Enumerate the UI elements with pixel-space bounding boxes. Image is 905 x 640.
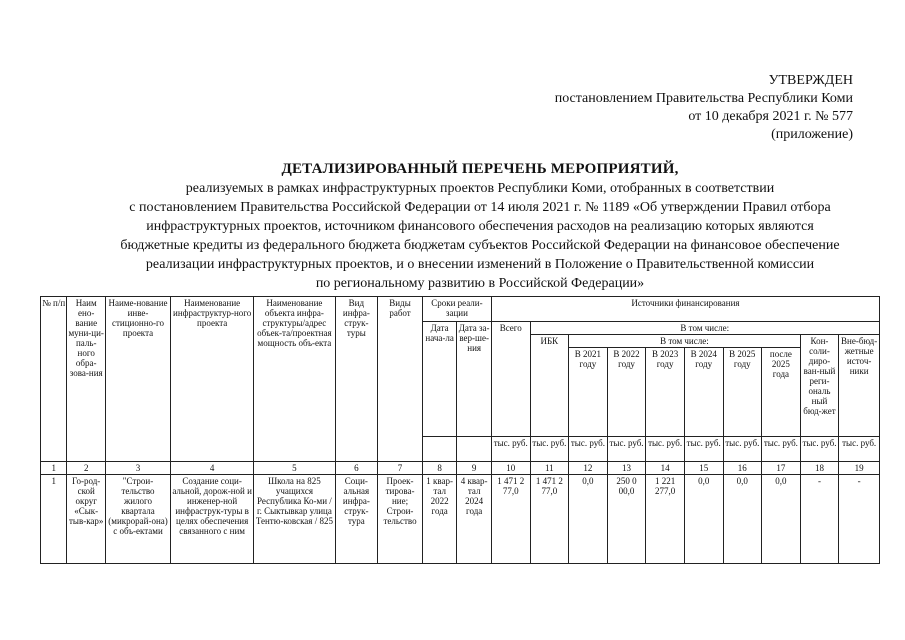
document-title [80,160,880,293]
cell-infrastructure-project: Создание соци-альной, дорож-ной и инженер-ной инфраструк-туры в целях обеспечения связанного с ним [171,475,254,564]
column-number: 2 [67,462,106,475]
column-number: 12 [569,462,608,475]
unit-cell: тыс. руб. [569,437,608,462]
unit-cell: тыс. руб. [530,437,569,462]
column-number: 16 [723,462,762,475]
column-number: 11 [530,462,569,475]
cell-regional-budget: - [800,475,839,564]
unit-cell: тыс. руб. [607,437,646,462]
cell-work-types: Проек-тирова-ние; Строи-тельство [378,475,423,564]
title-line: бюджетные кредиты из федерального бюджета бюджетам субъектов Российской Федерации на финансовое обеспечение [120,238,840,253]
cell-2021: 0,0 [569,475,608,564]
cell-2023: 1 221 277,0 [646,475,685,564]
unit-cell: тыс. руб. [762,437,801,462]
column-number: 15 [684,462,723,475]
header-object: Наименование объекта инфра-структуры/адрес объек-та/проектная мощность объ-екта [254,297,335,462]
unit-cell: тыс. руб. [839,437,880,462]
header-investment-project: Наиме-нование инве-стиционно-го проекта [106,297,171,462]
column-number: 5 [254,462,335,475]
table-row [41,475,880,564]
measures-table [40,296,880,564]
column-number: 6 [335,462,378,475]
unit-cell: тыс. руб. [723,437,762,462]
cell-extrabudget: - [839,475,880,564]
unit-cell [422,437,457,462]
header-extrabudget: Вне-бюд-жетные источ-ники [839,335,880,437]
approval-decree: постановлением Правительства Республики Коми [554,91,853,106]
approval-date: от 10 декабря 2021 г. № 577 [688,109,853,124]
header-2022: В 2022 году [607,348,646,437]
column-number: 19 [839,462,880,475]
column-number: 7 [378,462,423,475]
unit-cell: тыс. руб. [684,437,723,462]
header-regional-budget: Кон-соли-диро-ван-ный реги-ональ ный бюд-жет [800,335,839,437]
cell-number: 1 [41,475,67,564]
header-after-2025: после 2025 года [762,348,801,437]
cell-ibk: 1 471 2 77,0 [530,475,569,564]
column-number: 14 [646,462,685,475]
header-sources: Источники финансирования [491,297,879,322]
unit-cell [457,437,492,462]
header-ibk: ИБК [530,335,569,437]
header-end-date: Дата за-вер-ше-ния [457,322,492,437]
cell-start-date: 1 квар-тал 2022 года [422,475,457,564]
title-main: ДЕТАЛИЗИРОВАННЫЙ ПЕРЕЧЕНЬ МЕРОПРИЯТИЙ, [281,161,679,177]
header-2024: В 2024 году [684,348,723,437]
title-line: с постановлением Правительства Российской Федерации от 14 июля 2021 г. № 1189 «Об утверждении Правил отбора [129,200,831,215]
column-number: 17 [762,462,801,475]
header-start-date: Дата нача-ла [422,322,457,437]
header-municipality: Наим ено-вание муни-ци-паль-ного обра-зова-ния [67,297,106,462]
cell-object: Школа на 825 учащихся Республика Ко-ми / г. Сыктывкар улица Тентю-ковская / 825 [254,475,335,564]
header-number: № п/п [41,297,67,462]
title-line: инфраструктурных проектов, источником финансового обеспечения расходов на реализацию которых являются [146,219,814,234]
cell-2025: 0,0 [723,475,762,564]
column-number: 3 [106,462,171,475]
cell-infra-type: Соци-альная инфра-струк-тура [335,475,378,564]
cell-2022: 250 0 00,0 [607,475,646,564]
column-number: 9 [457,462,492,475]
unit-cell: тыс. руб. [800,437,839,462]
column-number: 8 [422,462,457,475]
title-line: реализуемых в рамках инфраструктурных проектов Республики Коми, отобранных в соответствии [185,181,775,196]
column-number: 4 [171,462,254,475]
unit-cell: тыс. руб. [491,437,530,462]
approval-stamp [523,72,853,144]
approval-word: УТВЕРЖДЕН [768,73,853,88]
cell-after-2025: 0,0 [762,475,801,564]
cell-end-date: 4 квар-тал 2024 года [457,475,492,564]
title-line: по региональному развитию в Российской Федерации» [315,276,645,291]
unit-cell: тыс. руб. [646,437,685,462]
approval-appendix: (приложение) [771,127,853,142]
cell-municipality: Го-род-ской округ «Сык-тыв-кар» [67,475,106,564]
header-including-2: В том числе: [569,335,801,348]
cell-total: 1 471 2 77,0 [491,475,530,564]
title-line: реализации инфраструктурных проектов, и о внесении изменений в Положение о Правительственной комиссии [145,257,815,272]
header-including: В том числе: [530,322,879,335]
header-2023: В 2023 году [646,348,685,437]
cell-2024: 0,0 [684,475,723,564]
header-2021: В 2021 году [569,348,608,437]
column-number: 1 [41,462,67,475]
column-numbers-row [41,462,880,475]
header-infra-type: Вид инфра-струк-туры [335,297,378,462]
header-infrastructure-project: Наименование инфраструктур-ного проекта [171,297,254,462]
header-2025: В 2025 году [723,348,762,437]
column-number: 18 [800,462,839,475]
column-number: 10 [491,462,530,475]
header-work-types: Виды работ [378,297,423,462]
cell-investment-project: "Строи-тельство жилого квартала (микрорай-она) с объ-ектами [106,475,171,564]
column-number: 13 [607,462,646,475]
header-total: Всего [491,322,530,437]
header-terms: Сроки реали-зации [422,297,491,322]
